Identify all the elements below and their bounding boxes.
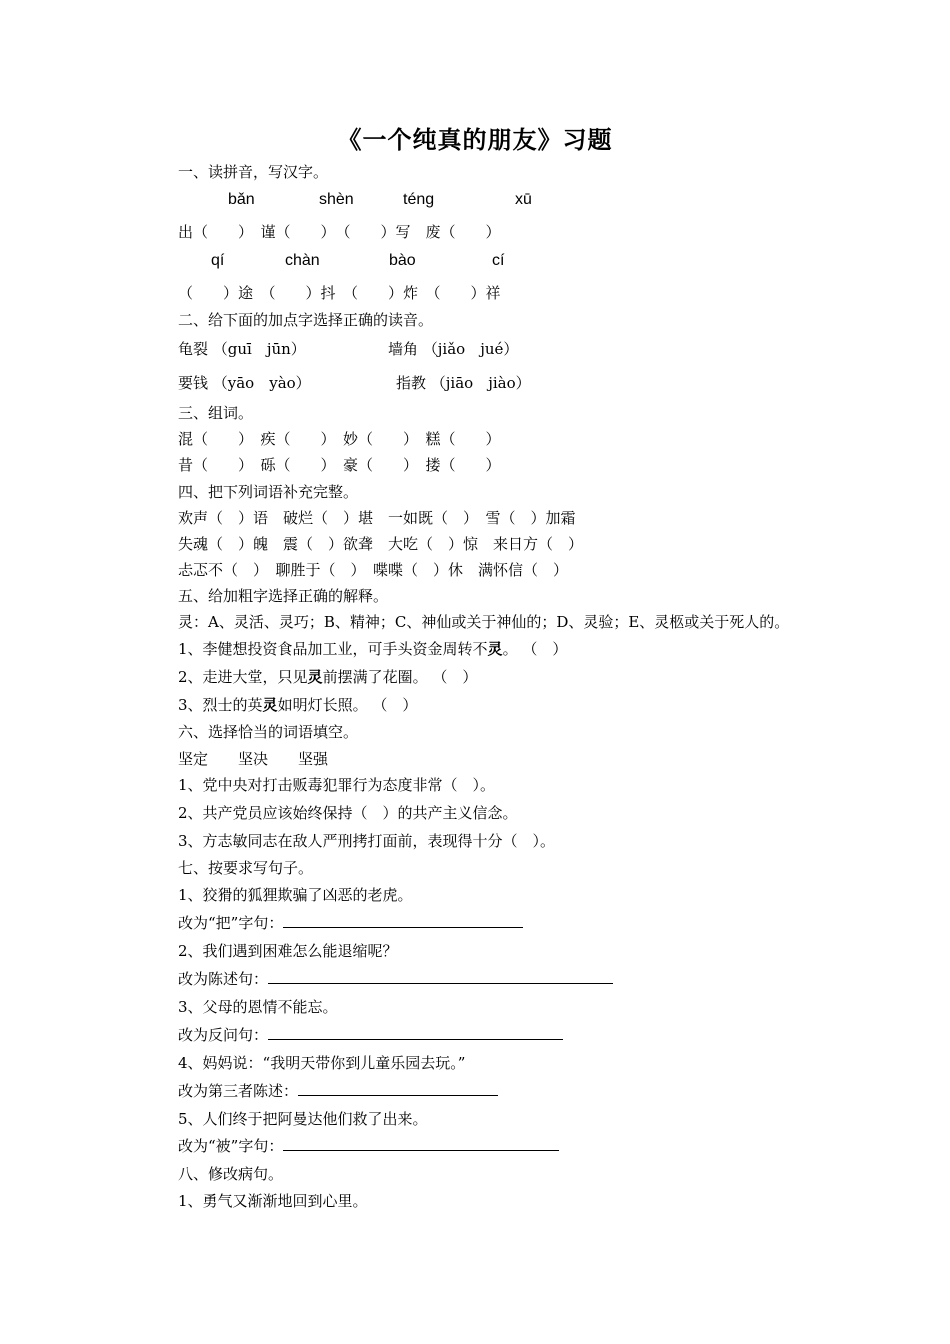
section-6-heading: 六、选择恰当的词语填空。 <box>178 723 359 741</box>
pinyin-shen: shèn <box>319 191 354 208</box>
answer-5-blank[interactable] <box>283 1136 559 1151</box>
answer-1-label: 改为“把”字句： <box>178 914 284 932</box>
section-6-question-1: 1、党中央对打击贩毒犯罪行为态度非常（ ）。 <box>178 776 496 794</box>
q2-text: 2、走进大堂，只见 <box>178 668 308 686</box>
section-2-item-1: 龟裂 （guī jūn） <box>178 340 306 358</box>
section-7-answer-3 <box>178 1025 563 1045</box>
section-4-heading: 四、把下列词语补充完整。 <box>178 483 359 501</box>
q2-bold-char: 灵 <box>307 668 323 686</box>
section-1-row-1: 出（ ） 谨（ ） （ ）写 废（ ） <box>178 223 501 241</box>
section-5-question-1 <box>178 639 567 659</box>
section-5-options: 灵：A、灵活、灵巧；B、精神；C、神仙或关于神仙的；D、灵验；E、灵柩或关于死人的。 <box>178 613 790 631</box>
q1-text: 1、李健想投资食品加工业，可手头资金周转不 <box>178 640 488 658</box>
answer-4-label: 改为第三者陈述： <box>178 1082 299 1100</box>
answer-1-blank[interactable] <box>283 913 523 928</box>
answer-3-blank[interactable] <box>268 1025 563 1040</box>
section-2-item-2: 墙角 （jiǎo jué） <box>388 340 519 358</box>
section-7-heading: 七、按要求写句子。 <box>178 859 314 877</box>
section-7-answer-1 <box>178 913 523 933</box>
section-6-question-3: 3、方志敏同志在敌人严刑拷打面前，表现得十分（ ）。 <box>178 832 556 850</box>
answer-4-blank[interactable] <box>298 1081 498 1096</box>
section-6-question-2: 2、共产党员应该始终保持（ ）的共产主义信念。 <box>178 804 518 822</box>
q2-tail: 前摆满了花圈。 （ ） <box>322 668 478 686</box>
section-7-question-1: 1、狡猾的狐狸欺骗了凶恶的老虎。 <box>178 886 413 904</box>
section-1-row-2: （ ）途 （ ）抖 （ ）炸 （ ）祥 <box>178 284 501 302</box>
pinyin-ci: cí <box>492 252 505 269</box>
section-8-heading: 八、修改病句。 <box>178 1165 284 1183</box>
section-3-row-2: 昔（ ） 砾（ ） 豪（ ） 搂（ ） <box>178 456 501 474</box>
section-1-heading: 一、读拼音，写汉字。 <box>178 163 329 181</box>
section-7-answer-2 <box>178 969 613 989</box>
q3-bold-char: 灵 <box>262 696 278 714</box>
pinyin-bao: bào <box>389 252 416 269</box>
section-7-question-5: 5、人们终于把阿曼达他们救了出来。 <box>178 1110 428 1128</box>
pinyin-chan: chàn <box>285 252 320 269</box>
section-7-answer-5 <box>178 1136 559 1156</box>
pinyin-qi: qí <box>211 252 225 269</box>
q3-text: 3、烈士的英 <box>178 696 263 714</box>
section-7-question-4: 4、妈妈说：“我明天带你到儿童乐园去玩。” <box>178 1054 466 1072</box>
section-4-row-2: 失魂（ ）魄 震（ ）欲聋 大吃（ ）惊 来日方（ ） <box>178 535 584 553</box>
answer-2-blank[interactable] <box>268 969 613 984</box>
q1-bold-char: 灵 <box>487 640 503 658</box>
section-2-item-4: 指教 （jiāo jiào） <box>396 374 531 392</box>
pinyin-xu: xū <box>515 191 532 208</box>
section-7-question-3: 3、父母的恩情不能忘。 <box>178 998 338 1016</box>
section-8-question-1: 1、勇气又渐渐地回到心里。 <box>178 1192 368 1210</box>
section-2-heading: 二、给下面的加点字选择正确的读音。 <box>178 311 434 329</box>
pinyin-teng: téng <box>403 191 435 208</box>
section-5-heading: 五、给加粗字选择正确的解释。 <box>178 587 389 605</box>
answer-5-label: 改为“被”字句： <box>178 1137 284 1155</box>
section-5-question-3 <box>178 695 417 715</box>
section-4-row-1: 欢声（ ）语 破烂（ ）堪 一如既（ ） 雪（ ）加霜 <box>178 509 576 527</box>
section-7-answer-4 <box>178 1081 498 1101</box>
pinyin-ban: bǎn <box>228 191 255 208</box>
answer-2-label: 改为陈述句： <box>178 970 269 988</box>
section-3-heading: 三、组词。 <box>178 404 254 422</box>
section-4-row-3: 忐忑不（ ） 聊胜于（ ） 喋喋（ ）休 满怀信（ ） <box>178 561 569 579</box>
section-2-item-3: 要钱 （yāo yào） <box>178 374 311 392</box>
q1-tail: 。 （ ） <box>502 640 568 658</box>
page-title: 《一个纯真的朋友》习题 <box>337 126 613 154</box>
section-3-row-1: 混（ ） 疾（ ） 妙（ ） 糕（ ） <box>178 430 501 448</box>
q3-tail: 如明灯长照。 （ ） <box>277 696 418 714</box>
section-5-question-2 <box>178 667 477 687</box>
section-7-question-2: 2、我们遇到困难怎么能退缩呢？ <box>178 942 398 960</box>
section-6-word-bank: 坚定 坚决 坚强 <box>178 750 329 768</box>
answer-3-label: 改为反问句： <box>178 1026 269 1044</box>
